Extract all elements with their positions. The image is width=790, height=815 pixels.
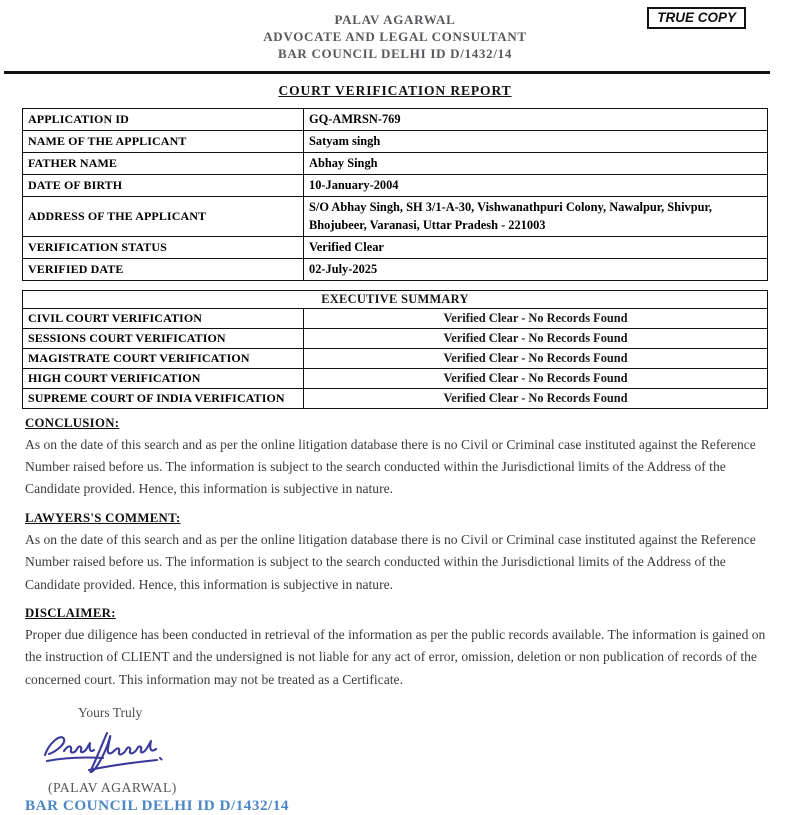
signature-image: [36, 724, 790, 778]
row-label: VERIFIED DATE: [23, 258, 304, 280]
table-row: [23, 368, 768, 388]
table-row: [23, 388, 768, 408]
header-divider: [4, 71, 770, 74]
advocate-role: ADVOCATE AND LEGAL CONSULTANT: [263, 29, 527, 44]
row-label: SESSIONS COURT VERIFICATION: [23, 328, 304, 348]
row-value: Verified Clear: [304, 236, 768, 258]
conclusion-body: As on the date of this search and as per the online litigation database there is no Civil or Criminal case instituted against the Reference Number raised before us. The information is subject to the search conducted within the Jurisdictional limits of the Address of the Candidate provided. Hence, this information is subjective in nature.: [25, 436, 756, 497]
row-value: Satyam singh: [304, 130, 768, 152]
table-row: [23, 258, 768, 280]
row-label: FATHER NAME: [23, 152, 304, 174]
true-copy-stamp: TRUE COPY: [647, 7, 746, 29]
table-row: [23, 328, 768, 348]
table-row: [23, 196, 768, 236]
signatory-bar-id: BAR COUNCIL DELHI ID D/1432/14: [25, 797, 289, 815]
report-sections: [25, 416, 766, 692]
closing-text: Yours Truly: [78, 705, 143, 721]
row-label: DATE OF BIRTH: [23, 174, 304, 196]
table-header-row: [23, 290, 768, 308]
page-title: COURT VERIFICATION REPORT: [278, 82, 512, 98]
row-value: Verified Clear - No Records Found: [304, 328, 768, 348]
table-row: [23, 348, 768, 368]
row-label: APPLICATION ID: [23, 108, 304, 130]
table-row: [23, 108, 768, 130]
row-value: Verified Clear - No Records Found: [304, 348, 768, 368]
applicant-table: [22, 108, 768, 281]
row-label: ADDRESS OF THE APPLICANT: [23, 196, 304, 236]
row-value: Abhay Singh: [304, 152, 768, 174]
lawyers-comment-heading: LAWYERS'S COMMENT:: [25, 510, 181, 525]
table-row: [23, 152, 768, 174]
table-row: [23, 130, 768, 152]
row-value: Verified Clear - No Records Found: [304, 308, 768, 328]
table-row: [23, 174, 768, 196]
row-label: VERIFICATION STATUS: [23, 236, 304, 258]
row-label: NAME OF THE APPLICANT: [23, 130, 304, 152]
signatory-name: (PALAV AGARWAL): [48, 780, 177, 796]
row-label: CIVIL COURT VERIFICATION: [23, 308, 304, 328]
lawyers-comment-body: As on the date of this search and as per the online litigation database there is no Civil or Criminal case instituted against the Reference Number raised before us. The information is subject to the search conducted within the Jurisdictional limits of the Address of the Candidate provided. Hence, this information is subjective in nature.: [25, 531, 756, 592]
row-value: 10-January-2004: [304, 174, 768, 196]
row-value: S/O Abhay Singh, SH 3/1-A-30, Vishwanathpuri Colony, Nawalpur, Shivpur, Bhojubeer, Varanasi, Uttar Pradesh - 221003: [304, 196, 768, 236]
advocate-name: PALAV AGARWAL: [334, 12, 456, 27]
row-label: SUPREME COURT OF INDIA VERIFICATION: [23, 388, 304, 408]
row-value: 02-July-2025: [304, 258, 768, 280]
row-label: HIGH COURT VERIFICATION: [23, 368, 304, 388]
table-row: [23, 308, 768, 328]
table-row: [23, 236, 768, 258]
row-label: MAGISTRATE COURT VERIFICATION: [23, 348, 304, 368]
executive-summary-header: EXECUTIVE SUMMARY: [23, 290, 768, 308]
conclusion-heading: CONCLUSION:: [25, 415, 120, 430]
row-value: Verified Clear - No Records Found: [304, 388, 768, 408]
letterhead-bar-id: BAR COUNCIL DELHI ID D/1432/14: [277, 46, 513, 61]
row-value: GQ-AMRSN-769: [304, 108, 768, 130]
executive-summary-table: [22, 290, 768, 409]
row-value: Verified Clear - No Records Found: [304, 368, 768, 388]
disclaimer-body: Proper due diligence has been conducted in retrieval of the information as per the public records available. The information is gained on the instruction of CLIENT and the undersigned is not liable for any act of error, omission, deletion or non publication of records of the concerned court. This information may not be treated as a Certificate.: [25, 626, 766, 687]
disclaimer-heading: DISCLAIMER:: [25, 605, 116, 620]
